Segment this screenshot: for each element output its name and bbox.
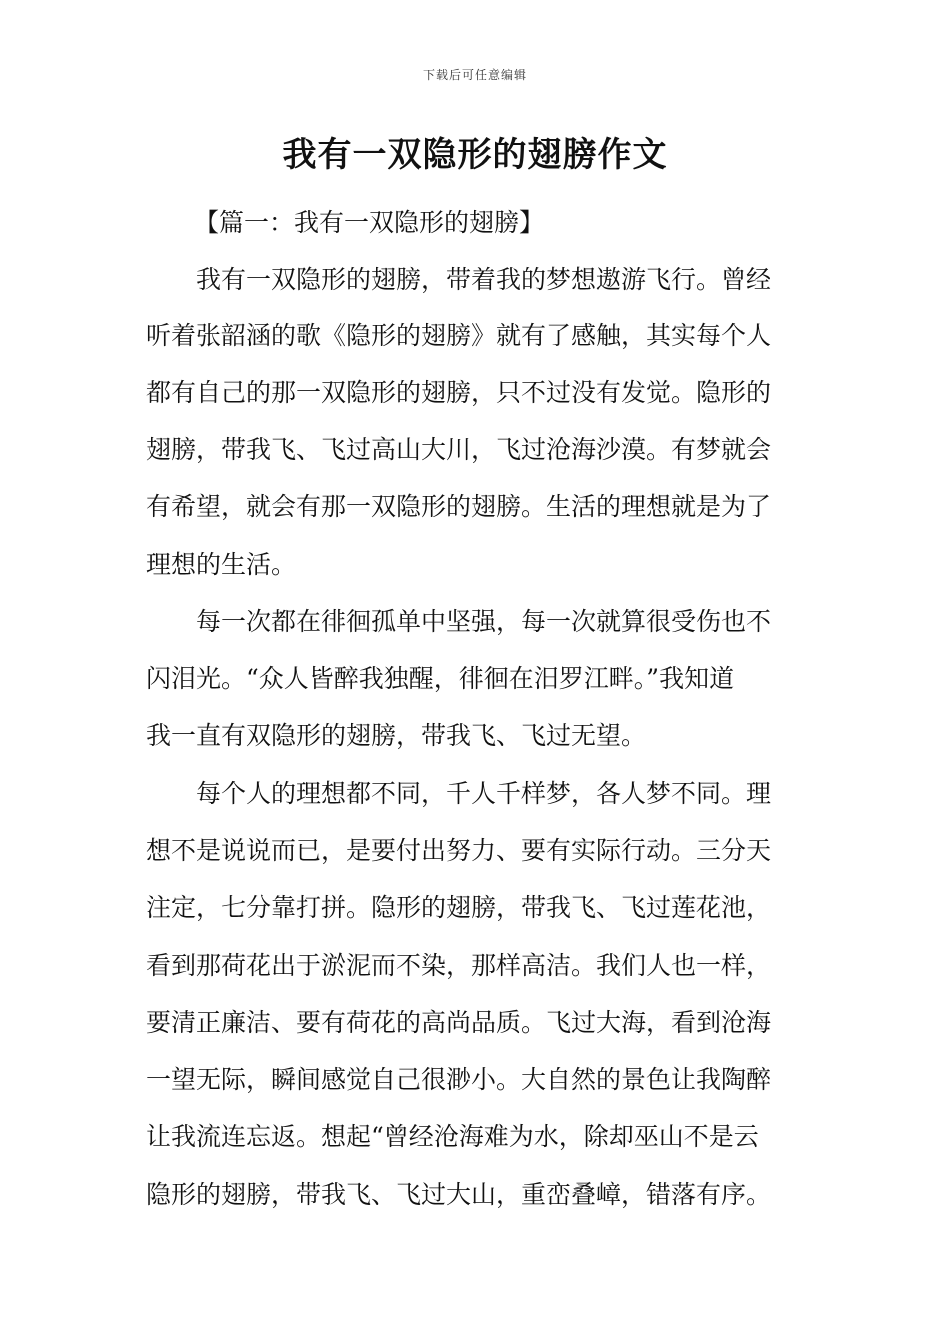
paragraph-3-line-3: 注定，七分靠打拼。隐形的翅膀，带我飞、飞过莲花池， bbox=[146, 893, 772, 922]
paragraph-1-line-5: 有希望，就会有那一双隐形的翅膀。生活的理想就是为了 bbox=[146, 492, 772, 521]
paragraph-3-line-2: 想不是说说而已，是要付出努力、要有实际行动。三分天 bbox=[146, 836, 772, 865]
section-heading: 【篇一：我有一双隐形的翅膀】 bbox=[194, 208, 545, 237]
paragraph-2-line-1: 每一次都在徘徊孤单中坚强，每一次就算很受伤也不 bbox=[196, 607, 772, 636]
document-title: 我有一双隐形的翅膀作文 bbox=[282, 135, 668, 175]
header-note: 下载后可任意编辑 bbox=[422, 68, 527, 82]
paragraph-1-line-1: 我有一双隐形的翅膀，带着我的梦想遨游飞行。曾经 bbox=[196, 265, 772, 294]
paragraph-3-line-6: 一望无际，瞬间感觉自己很渺小。大自然的景色让我陶醉 bbox=[146, 1065, 772, 1094]
paragraph-3-line-5: 要清正廉洁、要有荷花的高尚品质。飞过大海，看到沧海 bbox=[146, 1008, 772, 1037]
paragraph-1-line-6: 理想的生活。 bbox=[146, 550, 297, 579]
paragraph-1-line-3: 都有自己的那一双隐形的翅膀，只不过没有发觉。隐形的 bbox=[146, 378, 772, 407]
paragraph-3-line-7: 让我流连忘返。想起“曾经沧海难为水，除却巫山不是云 bbox=[146, 1122, 759, 1151]
paragraph-2-line-3: 我一直有双隐形的翅膀，带我飞、飞过无望。 bbox=[146, 721, 647, 750]
paragraph-1-line-2: 听着张韶涵的歌《隐形的翅膀》就有了感触，其实每个人 bbox=[146, 321, 772, 350]
paragraph-3-line-1: 每个人的理想都不同，千人千样梦，各人梦不同。理 bbox=[196, 779, 772, 808]
paragraph-2-line-2: 闪泪光。“众人皆醉我独醒，徘徊在汨罗江畔。”我知道 bbox=[146, 664, 735, 693]
paragraph-3-line-4: 看到那荷花出于淤泥而不染，那样高洁。我们人也一样， bbox=[146, 951, 772, 980]
paragraph-1-line-4: 翅膀，带我飞、飞过高山大川，飞过沧海沙漠。有梦就会 bbox=[146, 435, 772, 464]
paragraph-3-line-8: 隐形的翅膀，带我飞、飞过大山，重峦叠嶂，错落有序。 bbox=[146, 1180, 772, 1209]
